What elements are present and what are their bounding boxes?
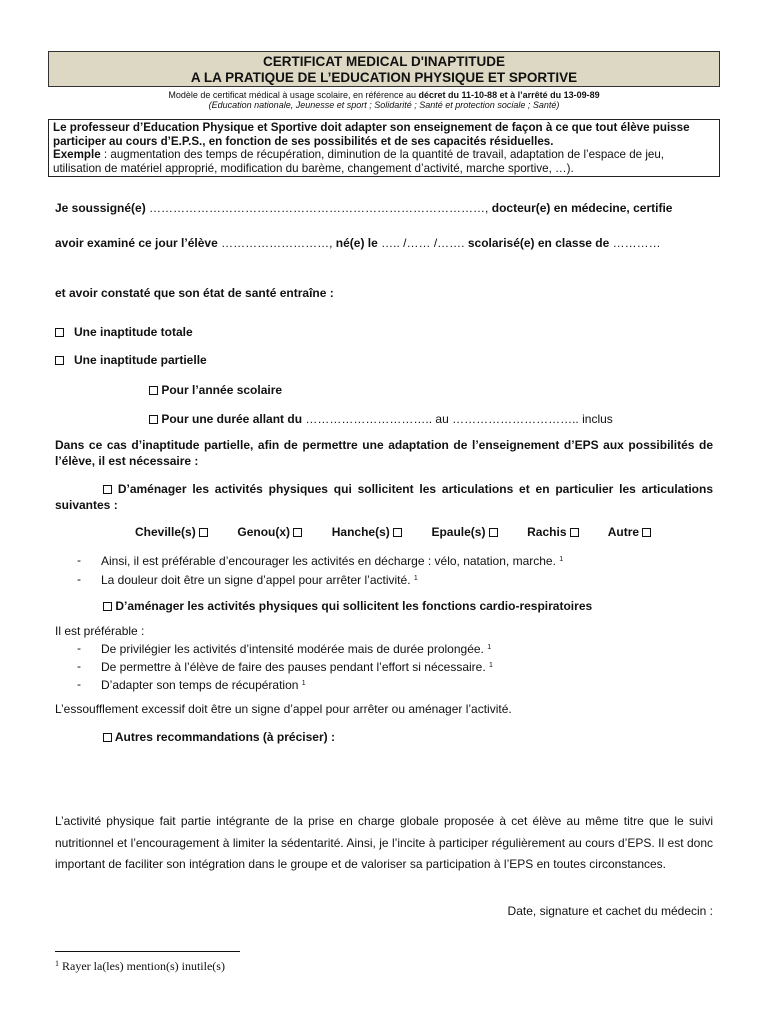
cardio-intro: Il est préférable : <box>55 624 145 638</box>
list-item: - De privilégier les activités d’intensité modérée mais de durée prolongée. $^1$ <box>77 641 492 656</box>
ne-label: né(e) le <box>335 236 378 250</box>
cardio-bullet-2: De permettre à l’élève de faire des pauses pendant l’effort si nécessaire. <box>101 660 486 674</box>
list-item: - Ainsi, il est préférable d’encourager les activités en décharge : vélo, natation, marche. $^1$ <box>77 553 564 568</box>
joint-rachis-label: Rachis <box>527 525 567 539</box>
hanche-checkbox[interactable] <box>393 528 402 537</box>
cardio-heading: D’aménager les activités physiques qui sollicitent les fonctions cardio-respiratoires <box>115 599 593 613</box>
partielle-checkbox[interactable] <box>55 356 64 365</box>
duree-to-field[interactable]: ………………………….. <box>452 412 579 426</box>
signature-label: Date, signature et cachet du médecin : <box>507 904 713 918</box>
joint-genou <box>237 525 302 539</box>
joint-rachis <box>527 525 579 539</box>
cheville-checkbox[interactable] <box>199 528 208 537</box>
birthdate-field[interactable]: ….. /…… /……. <box>381 236 465 250</box>
info-bold-text: Le professeur d’Education Physique et Sportive doit adapter son enseignement de façon à ce que tout élève puisse participer au cours d’E.P.S., en fonction de ses possibilités et de ses capacités résiduelles. <box>53 121 690 148</box>
soussigne-field[interactable]: …………………………………………………………………………, <box>149 201 489 215</box>
classe-field[interactable]: ………… <box>612 236 661 250</box>
scolarise-label: scolarisé(e) en classe de <box>467 236 610 250</box>
duree-checkbox[interactable] <box>149 415 158 424</box>
cardio-option <box>103 599 761 613</box>
autres-checkbox[interactable] <box>103 733 112 742</box>
rachis-checkbox[interactable] <box>570 528 579 537</box>
footnote <box>55 959 225 974</box>
joint-cheville <box>135 525 208 539</box>
subtitle-text: Modèle de certificat médical à usage scolaire, en référence au <box>168 90 417 100</box>
eleve-name-field[interactable]: ………………………, <box>221 236 333 250</box>
option-partielle <box>55 353 713 367</box>
duree-from-field[interactable]: ………………………….. <box>305 412 433 426</box>
joint-hanche <box>332 525 402 539</box>
examine-line <box>55 236 713 250</box>
joint-autre <box>608 525 652 539</box>
duree-label: Pour une durée allant du <box>161 412 303 426</box>
conclusion-paragraph: L’activité physique fait partie intégrante de la prise en charge globale proposée à cet élève au même titre que le suivi nutritionnel et l’encouragement à limiter la sédentarité. Ainsi, je l’incite à participer régulièrement au cours d’EPS. Il est donc important de faciliter son intégration dans le groupe et de valoriser sa participation à l’EPS en toutes circonstances. <box>55 814 713 871</box>
list-item: - La douleur doit être un signe d’appel pour arrêter l’activité. $^1$ <box>77 572 418 587</box>
info-box <box>48 119 720 177</box>
articulations-bullet-2: La douleur doit être un signe d’appel pour arrêter l’activité. <box>101 573 411 587</box>
example-text: : augmentation des temps de récupération, diminution de la quantité de travail, adaptation de l’espace de jeu, utilisation de matériel approprié, modification du barème, changement d’activité, marche sportive, …). <box>53 148 665 175</box>
subtitle <box>48 90 720 100</box>
soussigne-label: Je soussigné(e) <box>55 201 146 215</box>
autres-label: Autres recommandations (à préciser) : <box>114 730 335 744</box>
constate-text: et avoir constaté que son état de santé entraîne : <box>55 286 334 300</box>
autres-option <box>103 730 761 744</box>
articulations-bullet-1: Ainsi, il est préférable d’encourager les activités en décharge : vélo, natation, marche. <box>101 554 556 568</box>
annee-checkbox[interactable] <box>149 386 158 395</box>
articulations-option <box>55 481 713 513</box>
articulations-heading: D’aménager les activités physiques qui sollicitent les articulations et en particulier les articulations suivantes : <box>55 482 713 512</box>
joint-epaule-label: Epaule(s) <box>431 525 486 539</box>
totale-label: Une inaptitude totale <box>74 325 193 339</box>
docteur-text: docteur(e) en médecine, certifie <box>491 201 673 215</box>
title-line-1: CERTIFICAT MEDICAL D'INAPTITUDE <box>263 54 505 69</box>
soussigne-line <box>55 201 713 215</box>
option-totale <box>55 325 713 339</box>
totale-checkbox[interactable] <box>55 328 64 337</box>
annee-label: Pour l’année scolaire <box>161 383 283 397</box>
joint-genou-label: Genou(x) <box>237 525 291 539</box>
example-label: Exemple <box>53 148 101 162</box>
joint-epaule <box>431 525 497 539</box>
subtitle-ministries: (Education nationale, Jeunesse et sport ; Solidarité ; Santé et protection sociale ; Santé) <box>208 100 560 110</box>
document-title <box>48 51 720 87</box>
autre-checkbox[interactable] <box>642 528 651 537</box>
footnote-text: Rayer la(les) mention(s) inutile(s) <box>59 959 225 973</box>
joint-cheville-label: Cheville(s) <box>135 525 196 539</box>
joint-hanche-label: Hanche(s) <box>331 525 390 539</box>
cardio-checkbox[interactable] <box>103 602 112 611</box>
inclus-text: inclus <box>582 412 613 426</box>
option-duree <box>149 412 768 426</box>
list-item: - De permettre à l’élève de faire des pauses pendant l’effort si nécessaire. $^1$ <box>77 659 493 674</box>
joint-autre-label: Autre <box>607 525 640 539</box>
epaule-checkbox[interactable] <box>489 528 498 537</box>
cardio-bullet-1: De privilégier les activités d’intensité modérée mais de durée prolongée. <box>101 642 484 656</box>
title-line-2: A LA PRATIQUE DE L’EDUCATION PHYSIQUE ET SPORTIVE <box>190 69 578 85</box>
option-annee <box>149 383 768 397</box>
footnote-divider <box>55 951 240 952</box>
footnote-marker: 1 <box>55 959 59 968</box>
list-item: - D’adapter son temps de récupération $^1$ <box>77 677 306 692</box>
partielle-label: Une inaptitude partielle <box>74 353 207 367</box>
subtitle-decree: décret du 11-10-88 et à l’arrêté du 13-09-89 <box>418 90 600 100</box>
essoufflement-text: L’essoufflement excessif doit être un signe d’appel pour arrêter ou aménager l’activité. <box>55 702 512 716</box>
genou-checkbox[interactable] <box>293 528 302 537</box>
examine-label: avoir examiné ce jour l’élève <box>55 236 218 250</box>
joints-row <box>135 525 695 539</box>
articulations-checkbox[interactable] <box>103 485 112 494</box>
cardio-bullet-3: D’adapter son temps de récupération <box>101 678 299 692</box>
partielle-paragraph: Dans ce cas d’inaptitude partielle, afin de permettre une adaptation de l’enseignement d’EPS aux possibilités de l’élève, il est nécessaire : <box>55 438 713 468</box>
au-text: au <box>435 412 449 426</box>
